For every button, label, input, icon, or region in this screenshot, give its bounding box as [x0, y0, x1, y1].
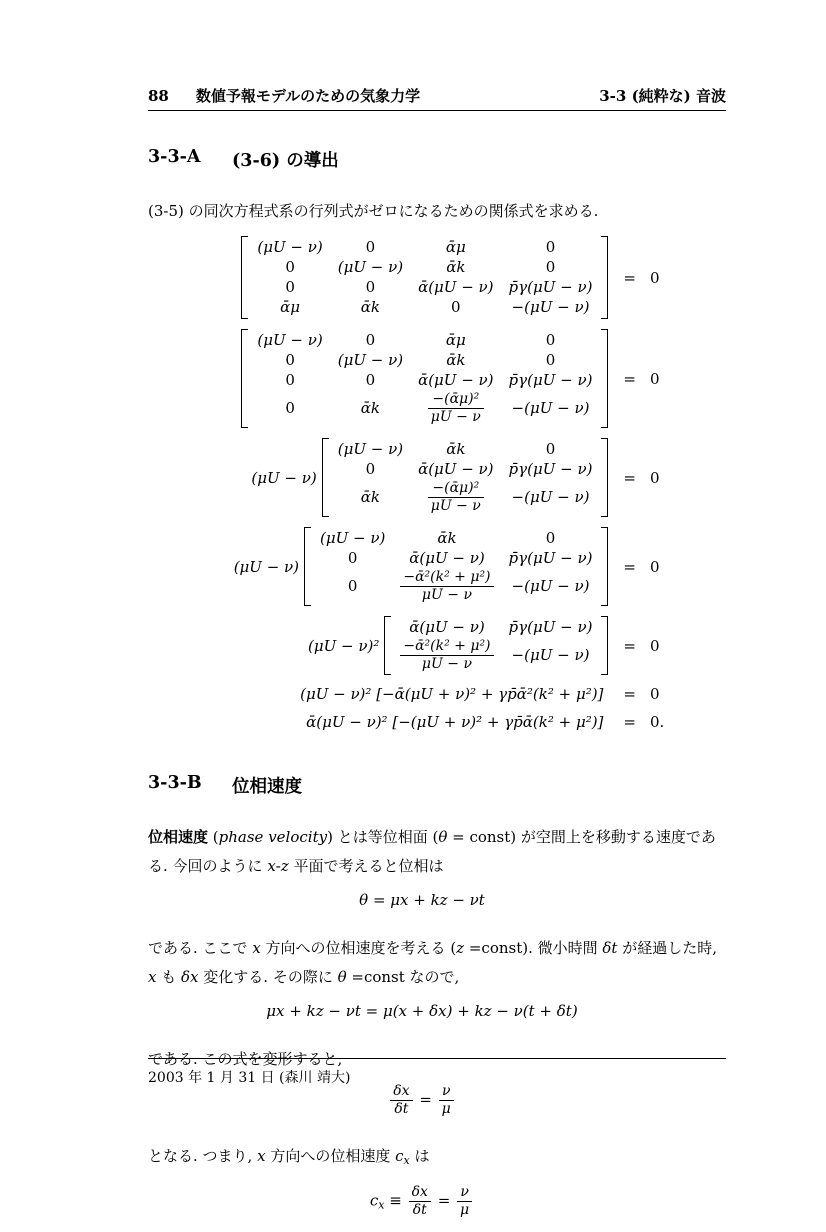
text-segment: phase velocity	[218, 828, 328, 846]
matrix-cell: 0	[545, 351, 556, 369]
equation-lhs	[148, 329, 608, 428]
equation-prefix: (μU − ν)²	[308, 636, 380, 655]
matrix-cell: 0	[545, 238, 556, 256]
matrix-cell: −(μU − ν)	[511, 298, 590, 316]
fraction-denominator: μU − ν	[430, 409, 481, 425]
footer-rule	[148, 1058, 726, 1059]
header-left-title: 数値予報モデルのための気象力学	[195, 87, 421, 105]
equation-row	[148, 438, 726, 517]
fraction-numerator: −ᾱ²(k² + μ²)	[400, 639, 493, 656]
matrix-cell: 0	[347, 549, 358, 567]
equation-row	[148, 236, 726, 319]
equation-rhs: 0	[650, 685, 660, 703]
matrix-bracket-right	[601, 329, 608, 428]
fraction-denominator: μU − ν	[421, 656, 472, 672]
text-segment: z	[280, 857, 289, 875]
text-segment: δt	[602, 939, 618, 957]
header-right-title: 3-3 (純粋な) 音波	[599, 87, 726, 105]
fraction-numerator: −(ᾱμ)²	[428, 481, 484, 498]
matrix-cell: ᾱk	[360, 298, 381, 316]
section-b-title: 位相速度	[232, 777, 302, 797]
text-segment: (	[208, 828, 219, 846]
matrix-cell: −(μU − ν)	[511, 577, 590, 595]
equation-relation: =	[623, 369, 636, 388]
fraction	[409, 1185, 431, 1218]
matrix-cell	[428, 481, 484, 514]
matrix-cell: ᾱ(μU − ν)	[418, 460, 494, 478]
matrix-cell	[400, 570, 493, 603]
matrix-bracket-right	[601, 236, 608, 319]
text-segment: = const) が空間上を移動する速度である. 今回のように	[148, 828, 716, 875]
matrix	[241, 236, 608, 319]
header-rule	[148, 110, 726, 111]
matrix-bracket-left	[384, 616, 391, 675]
matrix-cell: ᾱ(μU − ν)	[418, 278, 494, 296]
matrix-grid	[398, 616, 594, 675]
section-a-heading	[148, 147, 726, 172]
matrix	[304, 527, 608, 606]
equation-rhs: 0	[650, 557, 660, 576]
equation-cx	[148, 1185, 726, 1218]
matrix-cell: 0	[285, 351, 295, 369]
section-b-number: 3-3-B	[148, 773, 202, 793]
equation-lhs	[148, 236, 608, 319]
matrix-bracket-left	[322, 438, 329, 517]
matrix-grid	[255, 236, 594, 319]
matrix-cell: ᾱk	[446, 258, 466, 276]
fraction	[457, 1185, 472, 1218]
section-b-paragraph-2	[148, 934, 726, 992]
math-subscript: x	[378, 1198, 385, 1212]
equation-relation: =	[623, 713, 636, 731]
equation-row	[148, 329, 726, 428]
matrix-cell: (μU − ν)	[257, 238, 323, 256]
equation-prefix: ᾱ(μU − ν)² [−(μU + ν)² + γp̄ᾱ(k² + μ²)]	[306, 713, 604, 731]
equation-prefix: (μU − ν)	[233, 557, 300, 576]
matrix-cell: 0	[545, 258, 556, 276]
fraction-denominator: μ	[460, 1202, 470, 1218]
equation-row	[148, 616, 726, 675]
equation-row	[148, 685, 726, 703]
matrix-cell: (μU − ν)	[337, 351, 404, 369]
matrix-cell: 0	[285, 278, 295, 296]
math-text: =	[414, 1090, 437, 1109]
matrix-cell: p̄γ(μU − ν)	[508, 278, 593, 296]
fraction-denominator: δt	[394, 1101, 409, 1117]
matrix-cell: ᾱk	[446, 351, 466, 369]
matrix-cell: p̄γ(μU − ν)	[508, 460, 593, 478]
text-segment: -	[275, 857, 281, 875]
matrix-cell: 0	[285, 258, 295, 276]
text-segment: が経過した時,	[617, 939, 717, 957]
matrix-cell: 0	[545, 331, 556, 349]
matrix-cell: 0	[347, 577, 358, 595]
matrix-cell: 0	[365, 371, 376, 389]
fraction-numerator: ν	[439, 1084, 454, 1101]
text-segment: 変化する. その際に	[198, 968, 338, 986]
fraction	[439, 1084, 454, 1117]
text-segment: である. ここで	[148, 939, 253, 957]
matrix-bracket-left	[241, 329, 248, 428]
matrix-cell: 0	[545, 529, 556, 547]
matrix-cell: ᾱ(μU − ν)	[409, 549, 485, 567]
text-segment: 方向への位相速度を考える (	[260, 939, 457, 957]
equation-lhs	[148, 438, 608, 517]
page-number: 88	[148, 87, 169, 105]
fraction-denominator: μU − ν	[430, 498, 481, 514]
derivation-equation-list	[148, 236, 726, 731]
text-segment: x	[257, 1147, 266, 1165]
matrix-cell: (μU − ν)	[257, 331, 323, 349]
fraction	[390, 1084, 412, 1117]
text-segment: 位相速度	[148, 828, 209, 846]
text-segment: 方向への位相速度	[265, 1147, 396, 1165]
matrix-cell: 0	[365, 460, 376, 478]
text-segment: =const なので,	[346, 968, 460, 986]
fraction	[400, 639, 493, 672]
matrix-cell: ᾱμ	[280, 298, 301, 316]
math-text: θ = μx + kz − νt	[359, 891, 485, 909]
matrix-cell: ᾱμ	[445, 331, 466, 349]
fraction-denominator: μ	[441, 1101, 451, 1117]
matrix-cell: ᾱ(μU − ν)	[418, 371, 494, 389]
matrix-bracket-right	[601, 527, 608, 606]
equation-relation: =	[623, 268, 636, 287]
matrix-cell: 0	[451, 298, 461, 316]
matrix-cell: (μU − ν)	[337, 440, 404, 458]
matrix-bracket-left	[304, 527, 311, 606]
matrix-cell: 0	[285, 399, 295, 417]
equation-phase-invariance	[148, 1002, 726, 1020]
equation-rhs: 0.	[650, 713, 665, 731]
equation-lhs	[148, 527, 608, 606]
equation-lhs	[148, 616, 608, 675]
matrix-cell: −(μU − ν)	[511, 399, 590, 417]
matrix-cell: (μU − ν)	[320, 529, 386, 547]
equation-relation: =	[623, 557, 636, 576]
matrix-cell: 0	[365, 331, 376, 349]
text-segment: x	[403, 1154, 410, 1167]
equation-rhs: 0	[650, 468, 660, 487]
matrix-cell: 0	[365, 278, 376, 296]
fraction	[428, 481, 484, 514]
fraction-denominator: μU − ν	[421, 587, 472, 603]
matrix-cell	[400, 639, 493, 672]
fraction	[428, 392, 484, 425]
matrix-cell: (μU − ν)	[337, 258, 404, 276]
matrix-cell: −(μU − ν)	[511, 646, 590, 664]
fraction-numerator: ν	[457, 1185, 472, 1202]
matrix-cell: p̄γ(μU − ν)	[508, 618, 593, 636]
text-segment: =const). 微小時間	[464, 939, 603, 957]
matrix-cell: ᾱk	[437, 529, 457, 547]
matrix-cell: ᾱ(μU − ν)	[409, 618, 485, 636]
matrix-grid	[255, 329, 594, 428]
equation-prefix: (μU − ν)	[251, 468, 317, 487]
equation-prefix: (μU − ν)² [−ᾱ(μU + ν)² + γp̄ᾱ²(k² + μ²)]	[300, 685, 604, 703]
equation-row	[148, 527, 726, 606]
text-segment: θ	[438, 828, 448, 846]
matrix-cell: 0	[365, 238, 376, 256]
matrix-cell: p̄γ(μU − ν)	[508, 371, 593, 389]
matrix	[384, 616, 608, 675]
equation-lhs	[148, 713, 608, 731]
page-header	[148, 0, 726, 106]
text-segment: x	[148, 968, 157, 986]
text-segment: は	[409, 1147, 430, 1165]
matrix-cell: 0	[285, 371, 295, 389]
fraction-numerator: δx	[409, 1185, 431, 1202]
text-segment: δx	[181, 968, 199, 986]
math-text: c	[369, 1191, 379, 1210]
section-a-title: (3-6) の導出	[232, 151, 339, 171]
section-a-intro: (3-5) の同次方程式系の行列式がゼロになるための関係式を求める.	[148, 202, 599, 220]
text-segment: θ	[337, 968, 347, 986]
footer-date-author: 2003 年 1 月 31 日 (森川 靖大)	[148, 1070, 351, 1086]
math-text: =	[432, 1191, 456, 1210]
matrix-bracket-left	[241, 236, 248, 319]
section-b-paragraph-4	[148, 1142, 726, 1175]
text-segment: x	[267, 857, 276, 875]
equation-rhs: 0	[650, 268, 660, 287]
section-a-number: 3-3-A	[148, 147, 201, 167]
math-text: μx + kz − νt = μ(x + δx) + kz − ν(t + δt)	[266, 1002, 578, 1020]
equation-lhs	[148, 685, 608, 703]
matrix-grid	[336, 438, 595, 517]
equation-theta	[148, 891, 726, 909]
equation-relation: =	[623, 468, 636, 487]
equation-rhs: 0	[650, 636, 660, 655]
equation-relation: =	[623, 636, 636, 655]
matrix-cell: 0	[545, 440, 556, 458]
matrix-cell: ᾱk	[360, 488, 381, 506]
page-footer	[148, 1058, 726, 1087]
matrix-bracket-right	[601, 438, 608, 517]
matrix-cell: ᾱμ	[445, 238, 466, 256]
matrix	[241, 329, 608, 428]
text-segment: c	[395, 1147, 404, 1165]
page-content	[148, 0, 726, 1232]
text-segment: z	[456, 939, 465, 957]
text-segment: となる. つまり,	[148, 1147, 258, 1165]
matrix-cell: −(μU − ν)	[511, 488, 590, 506]
text-segment: も	[156, 968, 182, 986]
matrix-cell	[428, 392, 484, 425]
equation-row	[148, 713, 726, 731]
text-segment: である. この式を変形すると,	[148, 1050, 343, 1068]
matrix	[322, 438, 609, 517]
fraction-numerator: −ᾱ²(k² + μ²)	[400, 570, 493, 587]
matrix-cell: ᾱk	[360, 399, 381, 417]
fraction-denominator: δt	[412, 1202, 427, 1218]
equation-relation: =	[623, 685, 636, 703]
matrix-bracket-right	[601, 616, 608, 675]
section-b-paragraph-1	[148, 823, 726, 881]
section-b-heading	[148, 773, 726, 798]
fraction-numerator: δx	[390, 1084, 412, 1101]
matrix-cell: ᾱk	[446, 440, 466, 458]
text-segment: 平面で考えると位相は	[288, 857, 444, 875]
text-segment: x	[252, 939, 261, 957]
matrix-grid	[318, 527, 594, 606]
text-segment: ) とは等位相面 (	[327, 828, 439, 846]
equation-rhs: 0	[650, 369, 660, 388]
fraction-numerator: −(ᾱμ)²	[428, 392, 484, 409]
matrix-cell: p̄γ(μU − ν)	[508, 549, 593, 567]
fraction	[400, 570, 493, 603]
math-text: ≡	[384, 1191, 407, 1210]
equation-dx-dt	[148, 1084, 726, 1117]
